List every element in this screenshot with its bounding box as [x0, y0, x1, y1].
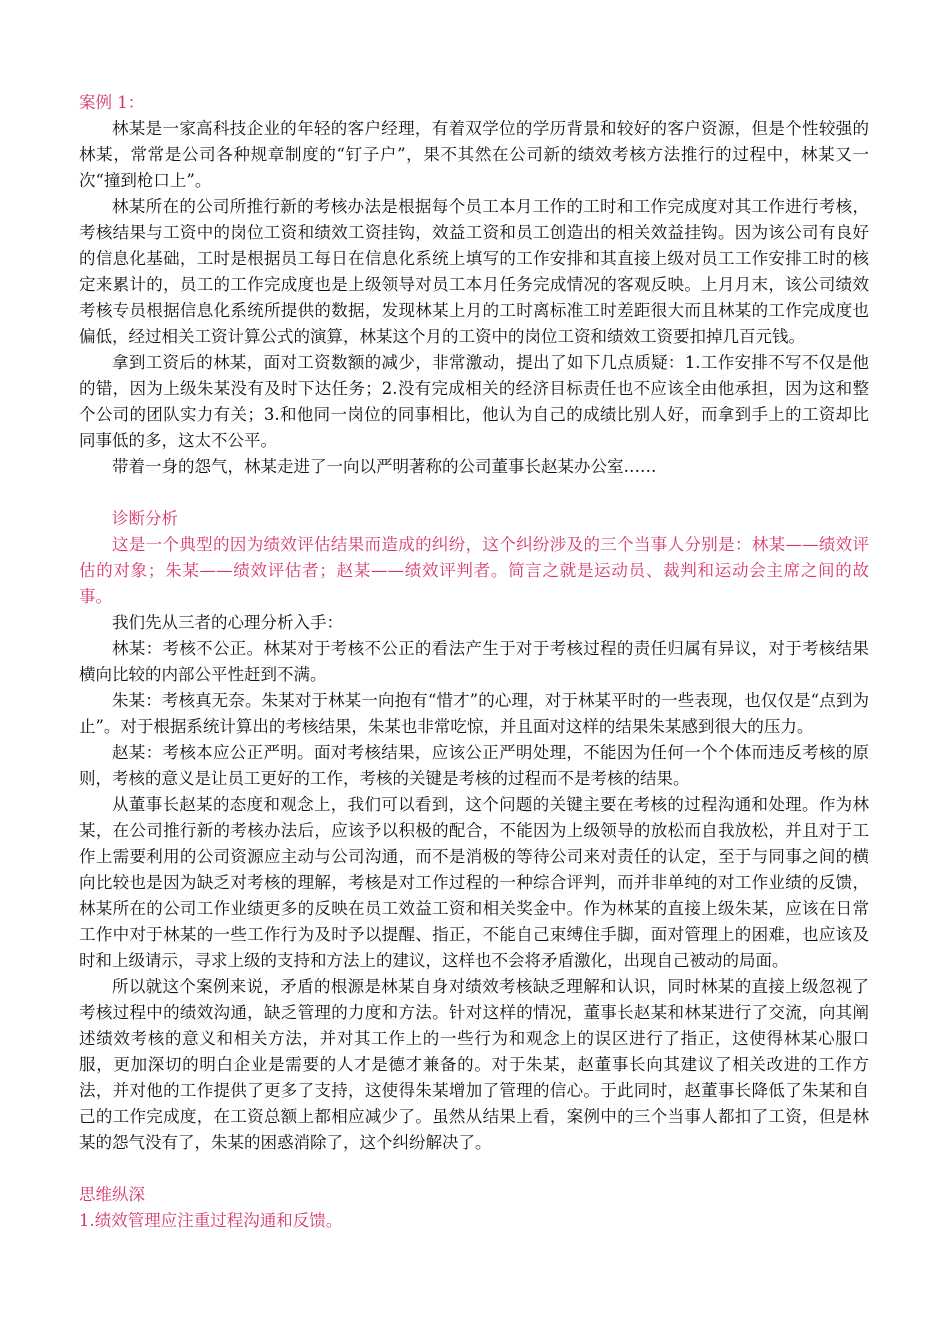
- analysis-paragraph-4: 赵某：考核本应公正严明。面对考核结果，应该公正严明处理，不能因为任何一个个体而违反考核的原则，考核的意义是让员工更好的工作，考核的关键是考核的过程而不是考核的结果。: [79, 743, 869, 788]
- case-paragraph-3: 拿到工资后的林某，面对工资数额的减少，非常激动，提出了如下几点质疑：1.工作安排不写不仅是他的错，因为上级朱某没有及时下达任务；2.没有完成相关的经济目标责任也不应该全由他承担，因为这和整个公司的团队实力有关；3.和他同一岗位的同事相比，他认为自己的成绩比别人好，而拿到手上的工资却比同事低的多，这太不公平。: [79, 353, 869, 450]
- case-paragraph-1: 林某是一家高科技企业的年轻的客户经理，有着双学位的学历背景和较好的客户资源，但是个性较强的林某，常常是公司各种规章制度的“钉子户”，果不其然在公司新的绩效考核方法推行的过程中，林某又一次“撞到枪口上”。: [79, 119, 869, 190]
- section-gap: [79, 480, 869, 506]
- thinking-heading: 思维纵深: [79, 1185, 145, 1204]
- analysis-paragraph-5: 从董事长赵某的态度和观念上，我们可以看到，这个问题的关键主要在考核的过程沟通和处理。作为林某，在公司推行新的考核办法后，应该予以积极的配合，不能因为上级领导的放松而自我放松，并且对于工作上需要利用的公司资源应主动与公司沟通，而不是消极的等待公司来对责任的认定，至于与同事之间的横向比较也是因为缺乏对考核的理解，考核是对工作过程的一种综合评判，而并非单纯的对工作业绩的反馈，林某所在的公司工作业绩更多的反映在员工效益工资和相关奖金中。作为林某的直接上级朱某，应该在日常工作中对于林某的一些工作行为及时予以提醒、指正，不能自己束缚住手脚，面对管理上的困难，也应该及时和上级请示，寻求上级的支持和方法上的建议，这样也不会将矛盾激化，出现自己被动的局面。: [79, 795, 869, 970]
- diagnosis-heading: 诊断分析: [112, 509, 178, 528]
- analysis-paragraph-1: 我们先从三者的心理分析入手：: [112, 613, 343, 632]
- analysis-paragraph-6: 所以就这个案例来说，矛盾的根源是林某自身对绩效考核缺乏理解和认识，同时林某的直接上级忽视了考核过程中的绩效沟通，缺乏管理的力度和方法。针对这样的情况，董事长赵某和林某进行了交流，向其阐述绩效考核的意义和相关方法，并对其工作上的一些行为和观念上的误区进行了指正，这使得林某心服口服，更加深切的明白企业是需要的人才是德才兼备的。对于朱某，赵董事长向其建议了相关改进的工作方法，并对他的工作提供了更多了支持，这使得朱某增加了管理的信心。于此同时，赵董事长降低了朱某和自己的工作完成度，在工资总额上都相应减少了。虽然从结果上看，案例中的三个当事人都扣了工资，但是林某的怨气没有了，朱某的困惑消除了，这个纠纷解决了。: [79, 977, 869, 1152]
- section-gap: [79, 1156, 869, 1182]
- analysis-paragraph-2: 林某：考核不公正。林某对于考核不公正的看法产生于对于考核过程的责任归属有异议，对于考核结果横向比较的内部公平性赶到不满。: [79, 639, 869, 684]
- case-title: 案例 1：: [79, 93, 145, 112]
- case-paragraph-4: 带着一身的怨气，林某走进了一向以严明著称的公司董事长赵某办公室……: [112, 457, 657, 476]
- diagnosis-intro: 这是一个典型的因为绩效评估结果而造成的纠纷，这个纠纷涉及的三个当事人分别是：林某——绩效评估的对象；朱某——绩效评估者；赵某——绩效评判者。简言之就是运动员、裁判和运动会主席之间的故事。: [79, 535, 869, 606]
- thinking-item-1: 1.绩效管理应注重过程沟通和反馈。: [79, 1211, 343, 1230]
- case-paragraph-2: 林某所在的公司所推行新的考核办法是根据每个员工本月工作的工时和工作完成度对其工作进行考核，考核结果与工资中的岗位工资和绩效工资挂钩，效益工资和员工创造出的相关效益挂钩。因为该公司有良好的信息化基础，工时是根据员工每日在信息化系统上填写的工作安排和其直接上级对员工工作安排工时的核定来累计的，员工的工作完成度也是上级领导对员工本月任务完成情况的客观反映。上月月末，该公司绩效考核专员根据信息化系统所提供的数据，发现林某上月的工时离标准工时差距很大而且林某的工作完成度也偏低，经过相关工资计算公式的演算，林某这个月的工资中的岗位工资和绩效工资要扣掉几百元钱。: [79, 197, 869, 346]
- analysis-paragraph-3: 朱某：考核真无奈。朱某对于林某一向抱有“惜才”的心理，对于林某平时的一些表现，也仅仅是“点到为止”。对于根据系统计算出的考核结果，朱某也非常吃惊，并且面对这样的结果朱某感到很大的压力。: [79, 691, 869, 736]
- document-page: [79, 90, 869, 1234]
